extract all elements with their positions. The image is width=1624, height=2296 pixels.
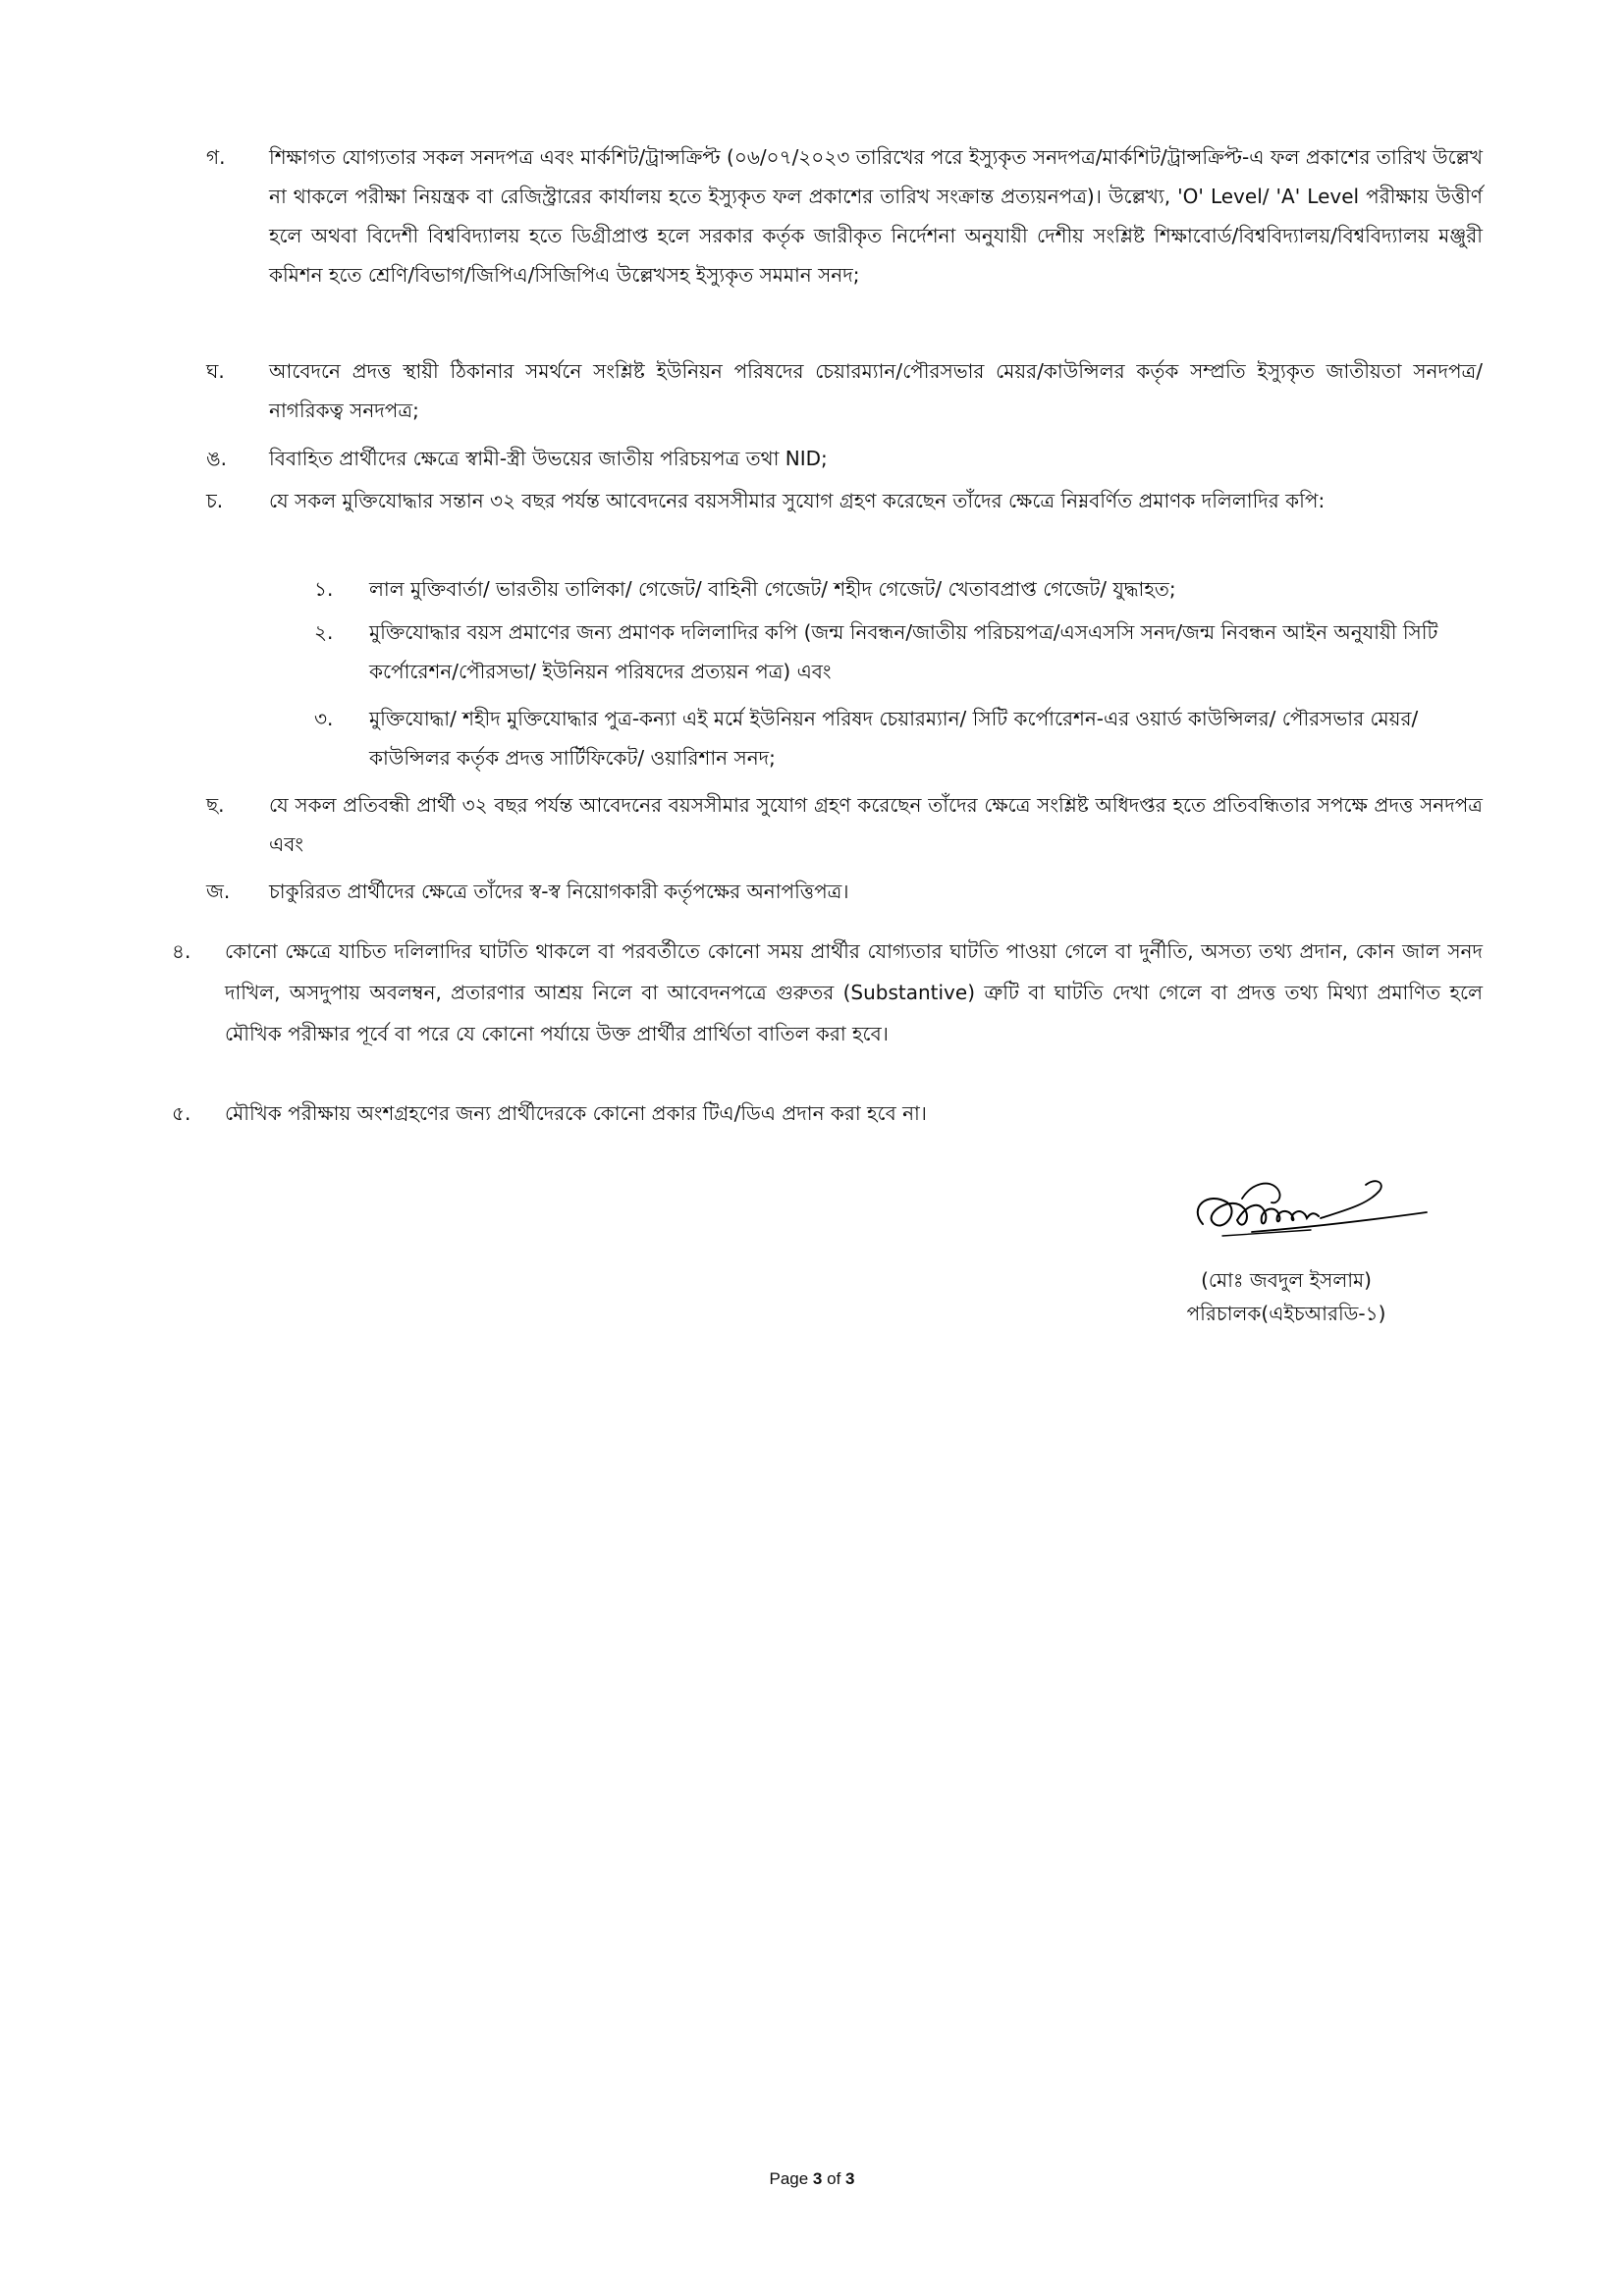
sub-list-item-1 xyxy=(314,569,1483,609)
signature-image xyxy=(1183,1163,1438,1256)
list-item-ga xyxy=(206,137,1483,294)
list-item-text: চাকুরিরত প্রার্থীদের ক্ষেত্রে তাঁদের স্ব-স্ব নিয়োগকারী কর্তৃপক্ষের অনাপত্তিপত্র। xyxy=(269,880,849,903)
sub-list-item-2 xyxy=(314,613,1483,691)
list-item-text: কোনো ক্ষেত্রে যাচিত দলিলাদির ঘাটতি থাকলে বা পরবর্তীতে কোনো সময় প্রার্থীর যোগ্যতার ঘাটতি পাওয়া গেলে বা দুর্নীতি, অসত্য তথ্য প্রদান, কোন জাল সনদ দাখিল, অসদুপায় অবলম্বন, প্রতারণার আশ্রয় নিলে বা আবেদনপত্রে গুরুতর (Substantive) ত্রুটি বা ঘাটতি দেখা গেলে বা প্রদত্ত তথ্য মিথ্যা প্রমাণিত হলে মৌখিক পরীক্ষার পূর্বে বা পরে যে কোনো পর্যায়ে উক্ত প্রার্থীর প্রার্থিতা বাতিল করা হবে। xyxy=(225,939,1483,1045)
list-item-text: বিবাহিত প্রার্থীদের ক্ষেত্রে স্বামী-স্ত্রী উভয়ের জাতীয় পরিচয়পত্র তথা NID; xyxy=(269,447,828,470)
list-item-text: মুক্তিযোদ্ধা/ শহীদ মুক্তিযোদ্ধার পুত্র-কন্যা এই মর্মে ইউনিয়ন পরিষদ চেয়ারম্যান/ সিটি কর্পোরেশন-এর ওয়ার্ড কাউন্সিলর/ পৌরসভার মেয়র/ কাউন্সিলর কর্তৃক প্রদত্ত সার্টিফিকেট/ ওয়ারিশান সনদ; xyxy=(369,707,1419,770)
list-marker: ৪. xyxy=(172,939,191,963)
sub-list-item-3 xyxy=(314,699,1483,777)
list-marker: চ. xyxy=(206,489,224,512)
list-marker: ২. xyxy=(314,620,334,644)
list-item-text: শিক্ষাগত যোগ্যতার সকল সনদপত্র এবং মার্কশিট/ট্রান্সক্রিপ্ট (০৬/০৭/২০২৩ তারিখের পরে ইস্যুকৃত সনদপত্র/মার্কশিট/ট্রান্সক্রিপ্ট-এ ফল প্রকাশের তারিখ উল্লেখ না থাকলে পরীক্ষা নিয়ন্ত্রক বা রেজিস্ট্রারের কার্যালয় হতে ইস্যুকৃত ফল প্রকাশের তারিখ সংক্রান্ত প্রত্যয়নপত্র)। উল্লেখ্য, 'O' Level/ 'A' Level পরীক্ষায় উত্তীর্ণ হলে অথবা বিদেশী বিশ্ববিদ্যালয় হতে ডিগ্রীপ্রাপ্ত হলে সরকার কর্তৃক জারীকৃত নির্দেশনা অনুযায়ী দেশীয় সংশ্লিষ্ট শিক্ষাবোর্ড/বিশ্ববিদ্যালয়/বিশ্ববিদ্যালয় মঞ্জুরী কমিশন হতে শ্রেণি/বিভাগ/জিপিএ/সিজিপিএ উল্লেখসহ ইস্যুকৃত সমমান সনদ; xyxy=(269,145,1483,287)
list-marker: ঙ. xyxy=(206,447,228,470)
list-marker: ঘ. xyxy=(206,359,225,383)
of-label: of xyxy=(827,2169,841,2188)
list-item-gha xyxy=(206,351,1483,430)
list-item-ja xyxy=(206,872,1483,911)
list-item-text: মুক্তিযোদ্ধার বয়স প্রমাণের জন্য প্রমাণক দলিলাদির কপি (জন্ম নিবন্ধন/জাতীয় পরিচয়পত্র/এসএসসি সনদ/জন্ম নিবন্ধন আইন অনুযায়ী সিটি কর্পোরেশন/পৌরসভা/ ইউনিয়ন পরিষদের প্রত্যয়ন পত্র) এবং xyxy=(369,620,1438,683)
list-item-umo xyxy=(206,439,1483,478)
list-item-text: মৌখিক পরীক্ষায় অংশগ্রহণের জন্য প্রার্থীদেরকে কোনো প্রকার টিএ/ডিএ প্রদান করা হবে না। xyxy=(225,1101,927,1125)
list-item-text: আবেদনে প্রদত্ত স্থায়ী ঠিকানার সমর্থনে সংশ্লিষ্ট ইউনিয়ন পরিষদের চেয়ারম্যান/পৌরসভার মেয়র/কাউন্সিলর কর্তৃক সম্প্রতি ইস্যুকৃত জাতীয়তা সনদপত্র/নাগরিকত্ব সনদপত্র; xyxy=(269,359,1483,422)
page-total: 3 xyxy=(845,2169,855,2188)
list-item-text: লাল মুক্তিবার্তা/ ভারতীয় তালিকা/ গেজেট/ বাহিনী গেজেট/ শহীদ গেজেট/ খেতাবপ্রাপ্ত গেজেট/ যুদ্ধাহত; xyxy=(369,577,1176,601)
list-marker: ১. xyxy=(314,577,334,601)
signatory-title: পরিচালক(এইচআরডি-১) xyxy=(1186,1302,1386,1325)
list-item-chha xyxy=(206,785,1483,864)
list-marker: ৫. xyxy=(172,1101,191,1125)
list-item-cha xyxy=(206,481,1483,520)
list-marker: গ. xyxy=(206,145,226,169)
list-item-5 xyxy=(172,1093,1483,1134)
signatory-name: (মোঃ জবদুল ইসলাম) xyxy=(1201,1268,1372,1292)
page-current: 3 xyxy=(812,2169,823,2188)
list-marker: জ. xyxy=(206,880,231,903)
list-marker: ৩. xyxy=(314,707,334,730)
list-item-4 xyxy=(172,931,1483,1054)
list-marker: ছ. xyxy=(206,793,225,817)
list-item-text: যে সকল মুক্তিযোদ্ধার সন্তান ৩২ বছর পর্যন্ত আবেদনের বয়সসীমার সুযোগ গ্রহণ করেছেন তাঁদের ক্ষেত্রে নিম্নবর্ণিত প্রমাণক দলিলাদির কপি: xyxy=(269,489,1326,512)
page-label: Page xyxy=(769,2169,809,2188)
list-item-text: যে সকল প্রতিবন্ধী প্রার্থী ৩২ বছর পর্যন্ত আবেদনের বয়সসীমার সুযোগ গ্রহণ করেছেন তাঁদের ক্ষেত্রে সংশ্লিষ্ট অধিদপ্তর হতে প্রতিবন্ধিতার সপক্ষে প্রদত্ত সনদপত্র এবং xyxy=(269,793,1483,856)
page-footer xyxy=(0,2169,1624,2189)
